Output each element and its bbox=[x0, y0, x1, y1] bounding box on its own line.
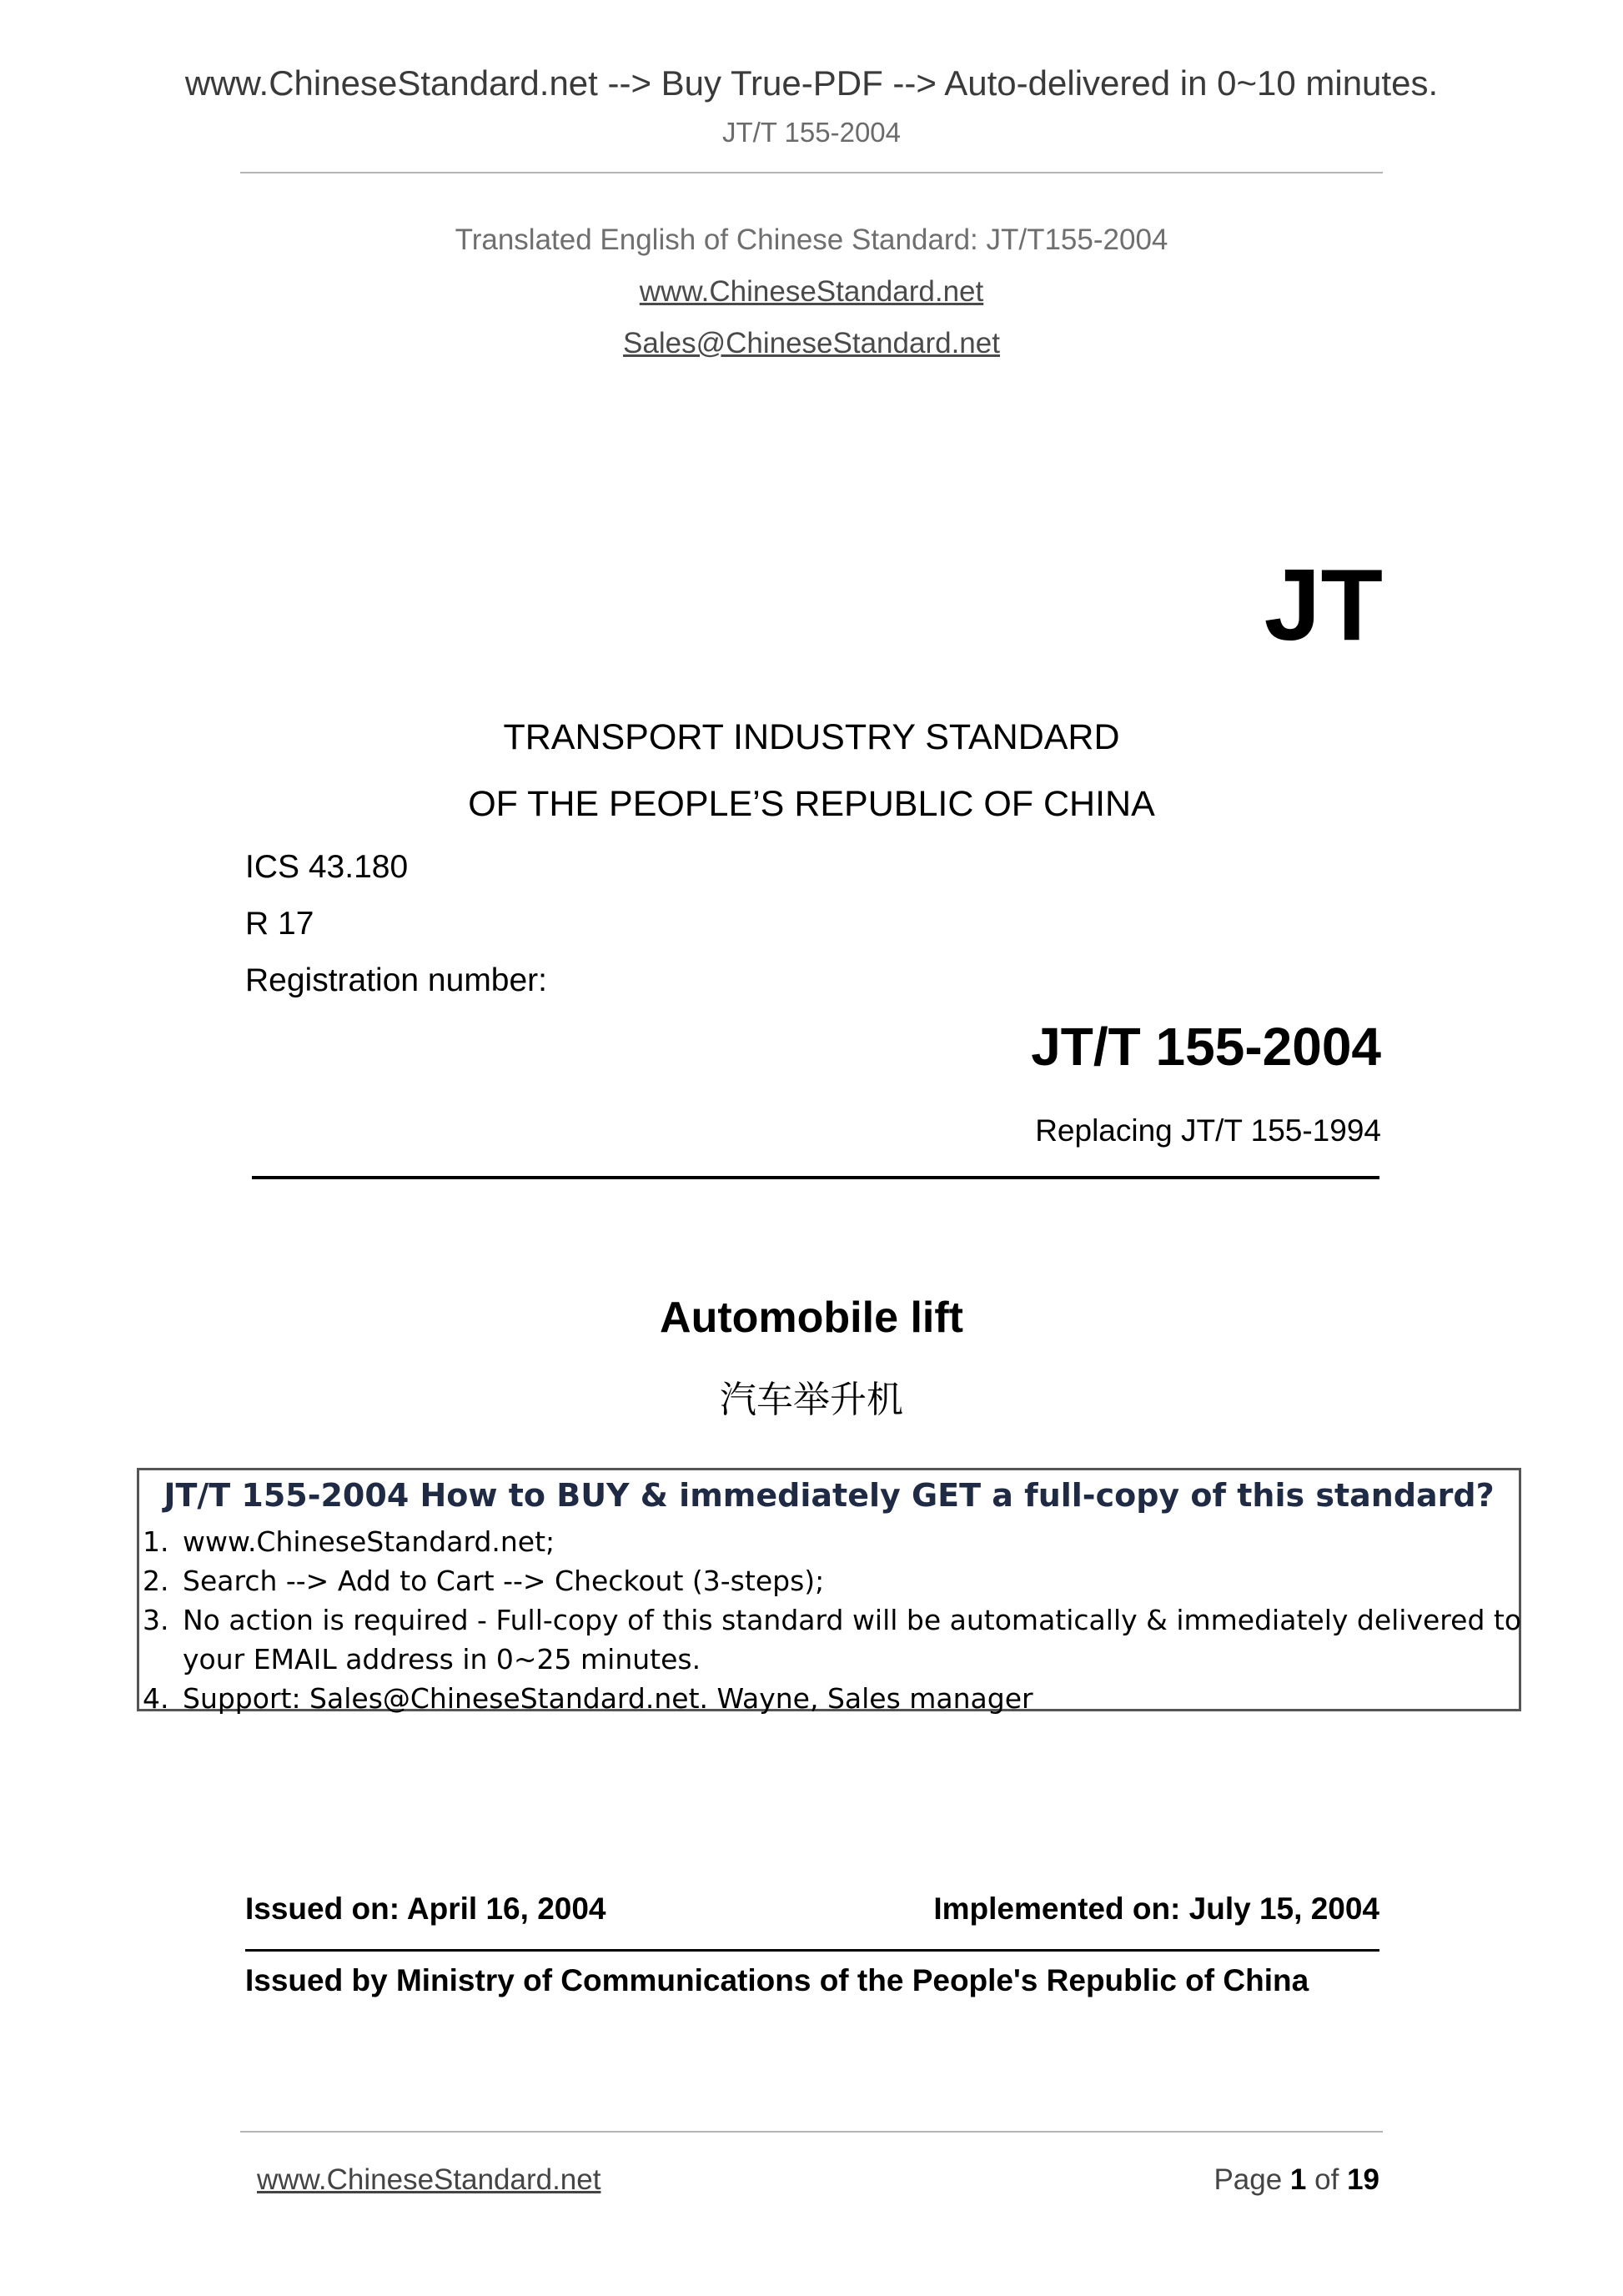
list-item bbox=[139, 1600, 1521, 1640]
header-promo: www.ChineseStandard.net --> Buy True-PDF --> Auto-delivered in 0~10 minutes. bbox=[184, 63, 1439, 103]
page-current: 1 bbox=[1289, 2163, 1307, 2196]
step-number: 2. bbox=[143, 1565, 169, 1597]
implemented-date: Implemented on: July 15, 2004 bbox=[933, 1892, 1379, 1926]
step-text: No action is required - Full-copy of this standard will be automatically & immediately delivered to bbox=[183, 1604, 1522, 1636]
title-divider bbox=[252, 1176, 1379, 1179]
step-text[interactable]: Support: Sales@ChineseStandard.net. Wayne, Sales manager bbox=[183, 1682, 1033, 1715]
footer-divider bbox=[240, 2131, 1383, 2133]
email-link[interactable]: Sales@ChineseStandard.net bbox=[623, 327, 1000, 359]
issued-date: Issued on: April 16, 2004 bbox=[245, 1892, 606, 1926]
translated-note: Translated English of Chinese Standard: JT/T155-2004 bbox=[455, 224, 1168, 256]
registration-number: Registration number: bbox=[245, 962, 548, 998]
document-title-chinese: 汽车举升机 bbox=[720, 1379, 903, 1421]
step-text: Search --> Add to Cart --> Checkout (3-steps); bbox=[183, 1565, 825, 1597]
standard-title-line2: OF THE PEOPLE’S REPUBLIC OF CHINA bbox=[468, 784, 1155, 824]
buy-instructions-box bbox=[137, 1468, 1522, 1715]
page-of: of bbox=[1314, 2163, 1339, 2196]
page-total: 19 bbox=[1347, 2163, 1379, 2196]
step-number bbox=[139, 1640, 183, 1679]
r-code: R 17 bbox=[245, 906, 314, 942]
buy-heading: JT/T 155-2004 How to BUY & immediately GET a full-copy of this standard? bbox=[163, 1477, 1495, 1514]
standard-title-line1: TRANSPORT INDUSTRY STANDARD bbox=[503, 717, 1120, 757]
step-number: 4. bbox=[143, 1682, 169, 1715]
step-number: 3. bbox=[143, 1604, 169, 1636]
step-text: your EMAIL address in 0~25 minutes. bbox=[183, 1643, 701, 1676]
page-indicator bbox=[1213, 2163, 1379, 2197]
dates-divider bbox=[245, 1949, 1379, 1952]
document-title: Automobile lift bbox=[660, 1294, 963, 1342]
header-divider bbox=[240, 172, 1383, 173]
standard-abbr: JT bbox=[1264, 548, 1383, 661]
website-link[interactable]: www.ChineseStandard.net bbox=[639, 275, 984, 308]
issuing-authority: Issued by Ministry of Communications of the People's Republic of China bbox=[245, 1963, 1309, 1997]
buy-steps-list bbox=[139, 1522, 1521, 1718]
list-item bbox=[139, 1522, 1521, 1561]
list-item bbox=[139, 1679, 1521, 1718]
list-item bbox=[139, 1561, 1521, 1600]
page-label: Page bbox=[1213, 2163, 1283, 2196]
step-number: 1. bbox=[143, 1525, 169, 1558]
header-code: JT/T 155-2004 bbox=[721, 117, 902, 148]
replacing-note: Replacing JT/T 155-1994 bbox=[1035, 1113, 1381, 1148]
ics-code: ICS 43.180 bbox=[245, 849, 409, 885]
footer-website-link[interactable]: www.ChineseStandard.net bbox=[257, 2163, 601, 2196]
list-item bbox=[139, 1640, 1521, 1679]
step-text[interactable]: www.ChineseStandard.net; bbox=[183, 1525, 555, 1558]
standard-code: JT/T 155-2004 bbox=[1031, 1017, 1381, 1077]
